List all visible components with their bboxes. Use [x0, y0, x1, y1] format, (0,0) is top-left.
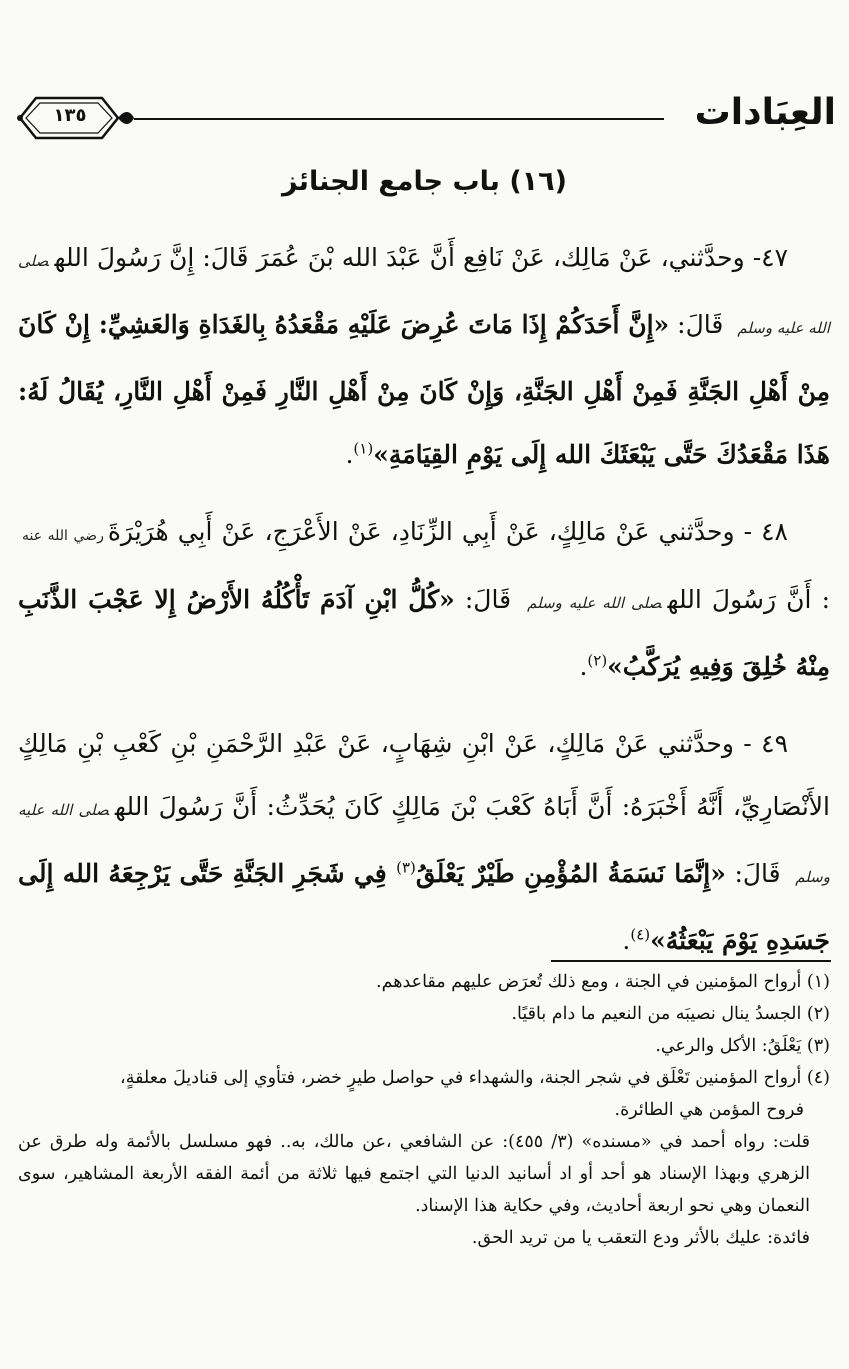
- page-header: [14, 88, 836, 148]
- footnote-4: (٤) أرواح المؤمنين تَعْلَق في شجر الجنة، والشهداء في حواصل طيرٍ خضر، فتأوي إلى قناديلَ معلقةٍ،: [120, 1068, 830, 1088]
- hadith-isnad-cont: : أَنَّ رَسُولَ الله: [667, 585, 830, 614]
- footnote-ref: (٢): [587, 651, 608, 670]
- hadith-isnad: وحدَّثني، عَنْ مَالِك، عَنْ نَافِع أَنَّ عَبْدَ الله بْنَ عُمَرَ قَالَ: إِنَّ رَسُولَ الله: [54, 243, 753, 272]
- footnote-ref: (١): [353, 439, 374, 458]
- hadith-tail: .: [579, 652, 588, 681]
- hadith-matn: «كُلُّ ابْنِ آدَمَ تَأْكُلُهُ الأَرْضُ إِلا عَجْبَ الذَّنَبِ مِنْهُ خُلِقَ وَفِيهِ يُرَكَّبُ»: [18, 585, 830, 681]
- handwritten-benefit-note: فائدة: عليك بالأثر ودع التعقب يا من تريد الحق.: [471, 1228, 810, 1248]
- hadith-number: ٤٧-: [752, 243, 788, 272]
- hadith-number: ٤٩ -: [743, 729, 788, 758]
- salutation-glyph: صلى الله عليه وسلم: [527, 594, 662, 612]
- salutation-glyph: صلى الله عليه وسلم: [18, 801, 830, 886]
- hadith-lead: قَالَ:: [669, 310, 732, 339]
- hadith-isnad: وحدَّثني عَنْ مَالِكٍ، عَنْ ابْنِ شِهَابٍ، عَنْ عَبْدِ الرَّحْمَنِ بْنِ كَعْبِ بْنِ مَالِكٍ الأَنْصَارِيِّ، أَنَّهُ أَخْبَرَهُ: أَنَّ أَبَاهُ كَعْبَ بْنَ مَالِكٍ كَانَ يُحَدِّثُ: أَنَّ رَسُولَ الله: [18, 729, 830, 821]
- hadith-body: [18, 226, 830, 986]
- footnote-3: (٣) يَعْلَقُ: الأكل والرعي.: [655, 1036, 830, 1056]
- footnote-ref: (٣): [396, 858, 416, 877]
- footnote-separator: [551, 960, 831, 962]
- hadith-tail: .: [345, 440, 354, 469]
- hadith-lead: قَالَ:: [725, 859, 790, 888]
- hadith-matn-b: فِي شَجَرِ الجَنَّةِ حَتَّى يَرْجِعَهُ الله إِلَى جَسَدِهِ يَوْمَ يَبْعَثُهُ»: [18, 859, 830, 955]
- chapter-title: (١٦) باب جامع الجنائز: [282, 166, 567, 197]
- hadith-isnad: وحدَّثني عَنْ مَالِكٍ، عَنْ أَبِي الزِّنَادِ، عَنْ الأَعْرَجِ، عَنْ أَبِي هُرَيْرَةَ: [107, 517, 744, 546]
- footnote-1: (١) أرواح المؤمنين في الجنة ، ومع ذلك تُعرَض عليهم مقاعدهم.: [376, 972, 830, 992]
- handwritten-note: قلت: رواه أحمد في «مسنده» (٣/ ٤٥٥): عن الشافعي ،عن مالك، به.. فهو مسلسل بالأئمة وله طرق عن الزهري وبهذا الإسناد هو أحد أو اد أسانيد الدنيا التي اجتمع فيها ثلاثة من أئمة الفقه الأربعة المشاهير، سوى النعمان وهي نحو اربعة أحاديث، وفي حكاية هذا الإسناد.: [18, 1132, 811, 1216]
- footnote-2: (٢) الجسدُ ينال نصيبَه من النعيم ما دام باقيًا.: [511, 1004, 830, 1024]
- radi-glyph: رضي الله عنه: [22, 528, 104, 544]
- footnote-4-continued: فروح المؤمن هي الطائرة.: [614, 1100, 804, 1120]
- page-number: ١٣٥: [53, 105, 87, 126]
- hadith-48: [18, 500, 830, 698]
- footnote-ref: (٤): [630, 925, 651, 944]
- hadith-tail: .: [622, 926, 631, 955]
- hadith-47: [18, 226, 830, 486]
- salutation-glyph: صلى الله عليه وسلم: [18, 252, 830, 337]
- footnotes: [18, 966, 830, 1254]
- hadith-number: ٤٨ -: [743, 517, 788, 546]
- hadith-lead: قَالَ:: [454, 585, 522, 614]
- hadith-matn: «إِنَّ أَحَدَكُمْ إِذَا مَاتَ عُرِضَ عَلَيْهِ مَقْعَدُهُ بِالغَدَاةِ وَالعَشِيِّ: إِنْ كَانَ مِنْ أَهْلِ الجَنَّةِ فَمِنْ أَهْلِ الجَنَّةِ، وَإِنْ كَانَ مِنْ أَهْلِ النَّارِ فَمِنْ أَهْلِ النَّارِ، يُقَالُ لَهُ: هَذَا مَقْعَدُكَ حَتَّى يَبْعَثَكَ الله إِلَى يَوْمِ القِيَامَةِ»: [18, 310, 830, 469]
- running-title: العِبَادات: [694, 92, 836, 133]
- hadith-matn-a: «إِنَّمَا نَسَمَةُ المُؤْمِنِ طَيْرٌ يَعْلَقُ: [415, 859, 726, 888]
- header-rule: [134, 118, 664, 120]
- hadith-49: [18, 712, 830, 972]
